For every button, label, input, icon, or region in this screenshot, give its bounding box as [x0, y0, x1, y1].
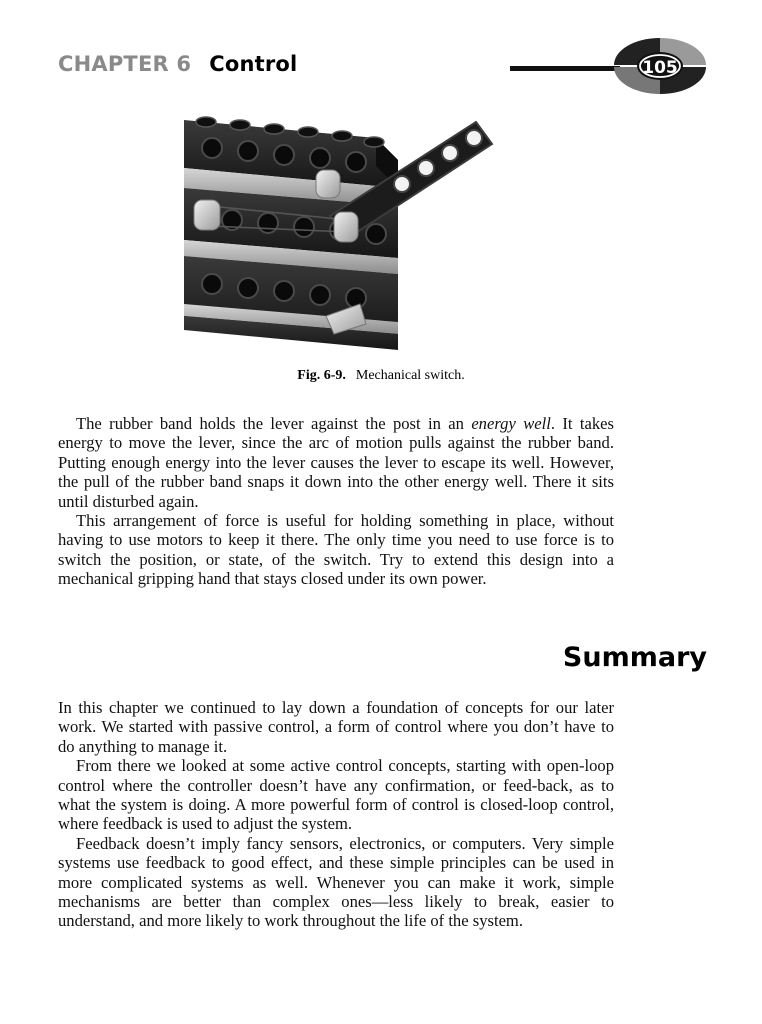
running-header [58, 52, 297, 76]
paragraph: From there we looked at some active control concepts, starting with open-loop control where the controller doesn’t have any confirmation, or feed-back, as to what the system is doing. A more powerful form of control is closed-loop control, where feedback is used to adjust the system. [58, 756, 614, 834]
chapter-label: CHAPTER 6 [58, 52, 192, 76]
paragraph: Feedback doesn’t imply fancy sensors, electronics, or computers. Very simple systems use feedback to good effect, and these simple principles can be used in more complicated systems as well. Whenever you can make it work, simple mechanisms are better than complex ones—less likely to break, easier to understand, and more likely to work throughout the life of the system. [58, 833, 614, 931]
paragraph: In this chapter we continued to lay down a foundation of concepts for our later work. We started with passive control, a form of control where you don’t have to do anything to manage it. [58, 698, 614, 756]
header-rule [510, 66, 620, 71]
figure-mechanical-switch [180, 108, 500, 358]
caption-number: Fig. 6-9. [297, 368, 346, 383]
chapter-title: Control [209, 52, 298, 76]
section-heading-summary: Summary [562, 642, 707, 673]
caption-text: Mechanical switch. [355, 368, 465, 383]
emphasis: energy well [471, 414, 551, 433]
section-text [58, 414, 614, 589]
page-number-badge [510, 34, 710, 98]
paragraph: This arrangement of force is useful for holding something in place, without having to use motors to keep it there. The only time you need to use force is to switch the position, or state, of the switch. Try to extend this design into a mechanical gripping hand that stays closed under its own power. [58, 511, 614, 589]
figure-caption [0, 368, 762, 384]
page-number: 105 [642, 58, 678, 78]
paragraph: The rubber band holds the lever against the post in an energy well. It takes energy to move the lever, since the arc of motion pulls against the rubber band. Putting enough energy into the lever causes the lever to escape its well. However, the pull of the rubber band snaps it down into the other energy well. There it sits until disturbed again. [58, 414, 614, 511]
summary-text [58, 698, 614, 931]
